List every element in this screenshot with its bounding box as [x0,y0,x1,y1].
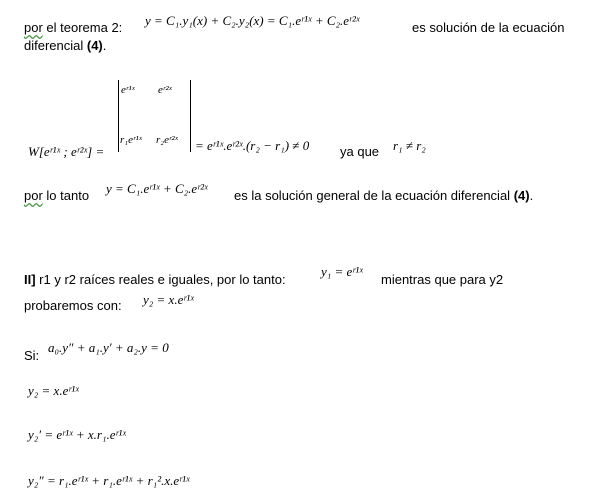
wronskian-lhs: W[eʳ¹ˣ ; eʳ²ˣ] = [28,144,105,159]
text-es-solucion: es solución de la ecuación [412,20,565,35]
wronskian-rhs: = eʳ¹ˣ.eʳ²ˣ.(r₂ − r₁) ≠ 0 [195,138,310,153]
matrix-entry-11: eʳ¹ˣ [121,84,135,96]
determinant-right-bar [190,80,191,152]
equation-ode: a₀.y″ + a₁.y′ + a₂.y = 0 [48,340,169,355]
text-mientras-que: mientras que para y2 [381,272,504,287]
text-diferencial-4: diferencial (4). [24,38,107,53]
equation-y2-double-prime: y₂″ = r₁.eʳ¹ˣ + r₁.eʳ¹ˣ + r₁².x.eʳ¹ˣ [28,473,190,488]
equation-y2-prime: y₂′ = eʳ¹ˣ + x.r₁.eʳ¹ˣ [28,427,126,442]
theorem-line [24,20,122,35]
text-si: Si: [24,348,40,363]
condition-r1-ne-r2: r₁ ≠ r₂ [393,138,426,153]
equation-y2: y₂ = x.eʳ¹ˣ [28,383,79,398]
text-es-la-solucion-general: es la solución general de la ecuación diferencial (4). [234,188,534,203]
case-ii-line: II] r1 y r2 raíces reales e iguales, por lo tanto: [24,272,286,287]
text-ya-que: ya que [340,144,380,159]
determinant-left-bar [118,80,119,152]
text-probaremos-con: probaremos con: [24,298,122,313]
matrix-entry-21: r₁eʳ¹ˣ [120,134,142,146]
equation-general-form: y = C₁.y₁(x) + C₂.y₂(x) = C₁.eʳ¹ˣ + C₂.eʳ²ˣ [145,13,360,28]
matrix-entry-22: r₂eʳ²ˣ [156,134,178,146]
text-por: por [24,20,43,35]
matrix-entry-12: eʳ²ˣ [158,84,172,96]
general-solution-line: por lo tanto [24,188,90,203]
equation-y2-guess: y₂ = x.eʳ¹ˣ [143,292,194,307]
equation-y1: y₁ = eʳ¹ˣ [321,264,363,279]
text-el-teorema: el teorema 2: [42,20,123,35]
equation-general-solution: y = C₁.eʳ¹ˣ + C₂.eʳ²ˣ [106,181,208,196]
